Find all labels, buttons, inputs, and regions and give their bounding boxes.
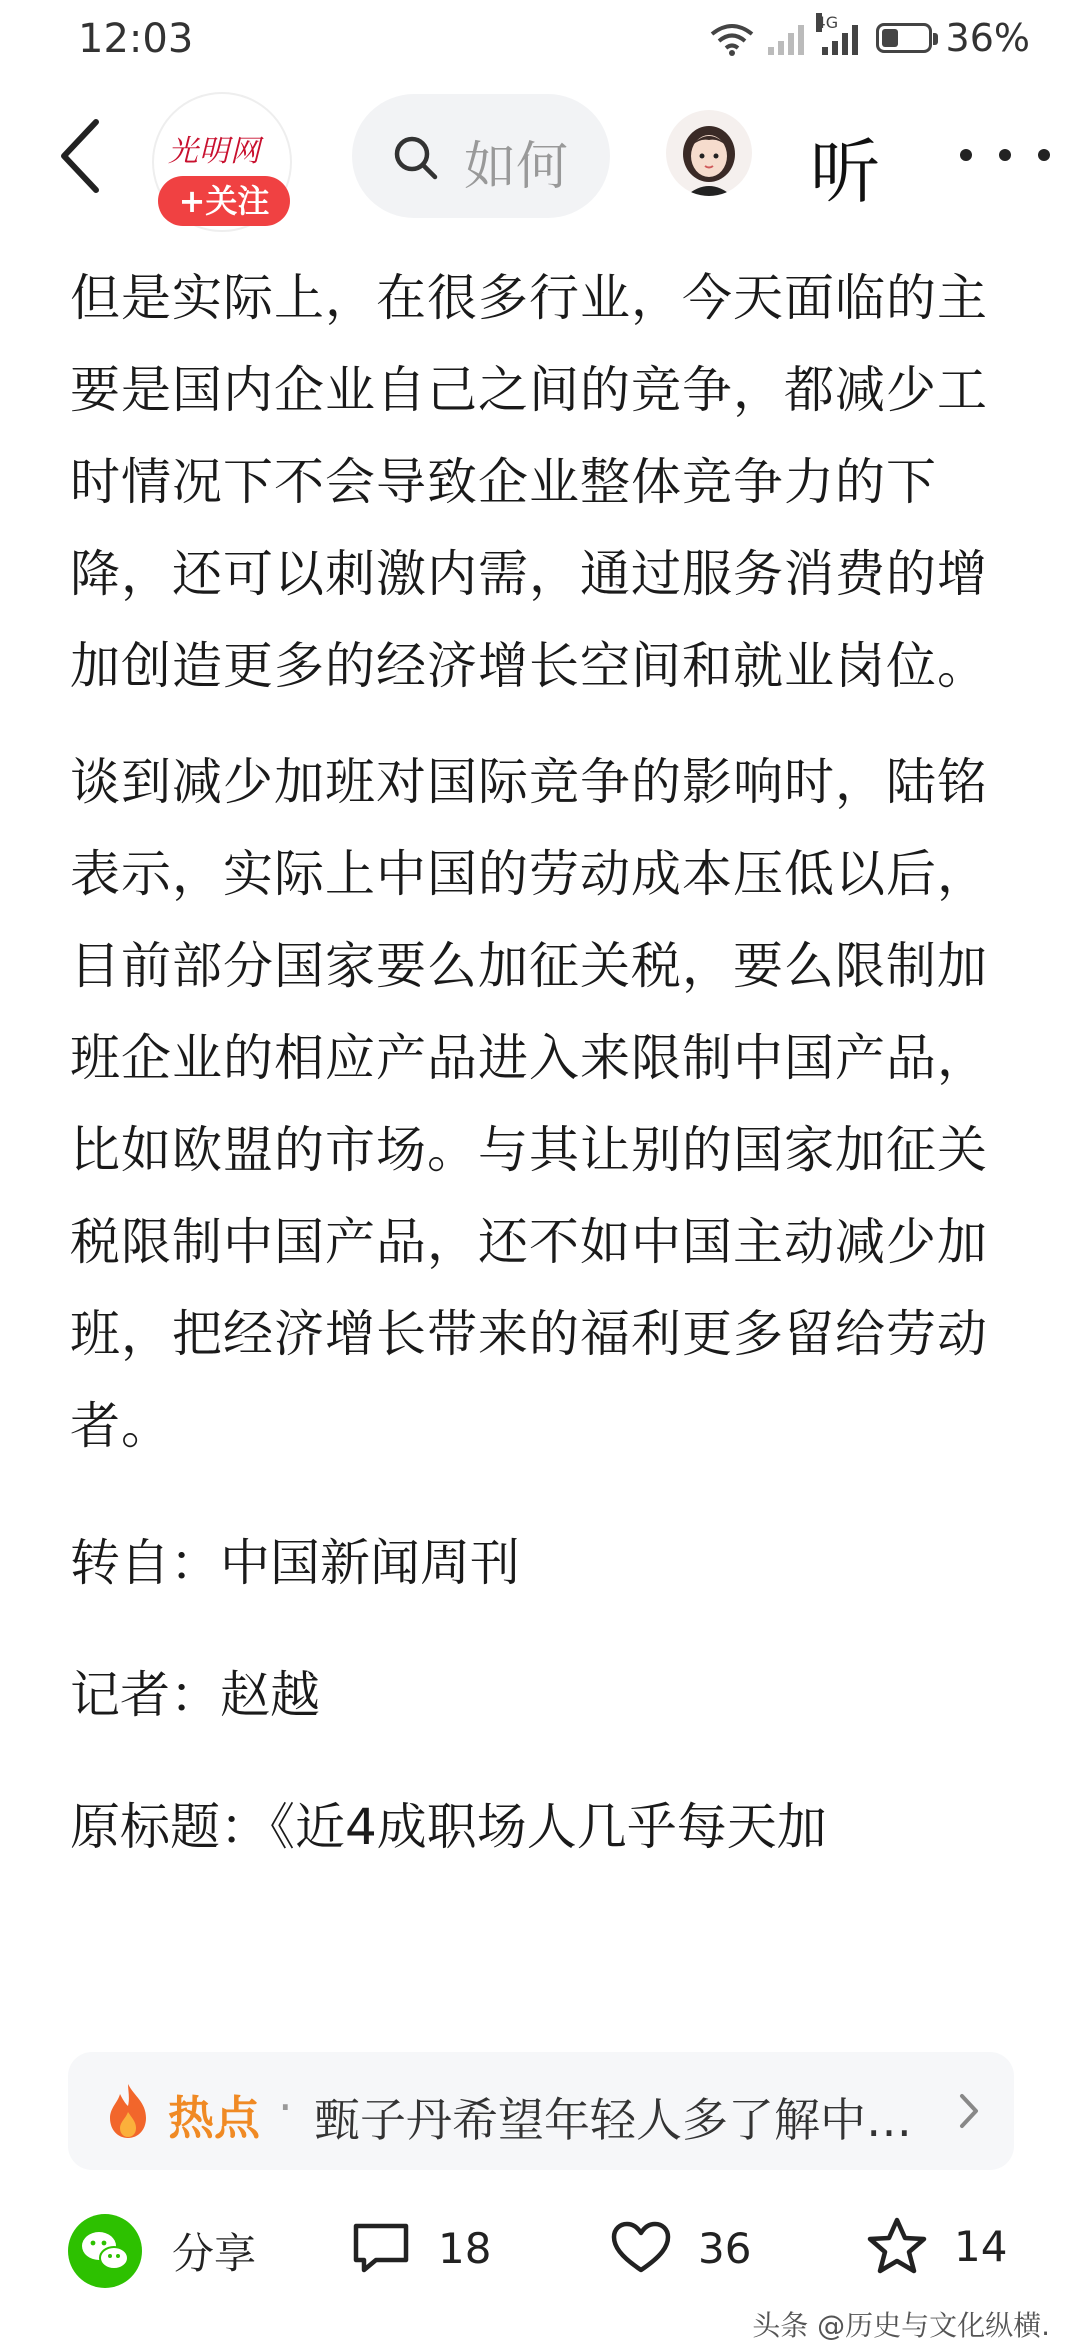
article-original-title: 原标题：《近4成职场人几乎每天加: [70, 1798, 827, 1856]
share-label: 分享: [172, 2229, 257, 2278]
article-reporter: 记者：赵越: [70, 1666, 320, 1724]
battery-percent: 36%: [945, 16, 1030, 60]
follow-button[interactable]: +关注: [158, 176, 290, 226]
heart-icon: [610, 2220, 672, 2276]
article-paragraph: 但是实际上，在很多行业，今天面临的主要是国内企业自己之间的竞争，都减少工时情况下不会导致企业整体竞争力的下降，还可以刺激内需，通过服务消费的增加创造更多的经济增长空间和就业岗位。: [70, 269, 988, 695]
network-type: 4G: [815, 13, 839, 32]
bottom-action-bar: [0, 2200, 1080, 2340]
search-placeholder: 如何: [464, 137, 569, 197]
chevron-right-icon: [954, 2090, 984, 2132]
wechat-icon: [68, 2214, 142, 2288]
article-paragraph: 谈到减少加班对国际竞争的影响时，陆铭表示，实际上中国的劳动成本压低以后，目前部分国家要么加征关税，要么限制加班企业的相应产品进入来限制中国产品，比如欧盟的市场。与其让别的国家加征关税限制中国产品，还不如中国主动减少加班，把经济增长带来的福利更多留给劳动者。: [70, 753, 988, 1455]
hot-topic-text: 甄子丹希望年轻人多了解中…: [314, 2093, 912, 2147]
hot-topic-banner[interactable]: [68, 2052, 1014, 2170]
comment-count: 18: [438, 2223, 492, 2273]
hot-label: 热点: [168, 2091, 260, 2145]
fire-icon: [104, 2082, 152, 2140]
comment-icon: [350, 2220, 412, 2276]
like-button[interactable]: [610, 2220, 751, 2276]
like-count: 36: [698, 2223, 752, 2273]
comment-button[interactable]: [350, 2220, 491, 2276]
star-icon: [866, 2216, 928, 2276]
article-source: 转自：中国新闻周刊: [70, 1534, 520, 1592]
favorite-count: 14: [954, 2221, 1008, 2271]
listen-button[interactable]: 听: [810, 131, 880, 213]
status-time: 12:03: [78, 16, 194, 62]
share-button[interactable]: [68, 2214, 256, 2288]
hot-separator: ·: [278, 2080, 293, 2134]
favorite-button[interactable]: [866, 2216, 1007, 2276]
article-body: [70, 252, 1010, 1914]
publisher-logo-text: 光明网: [168, 134, 261, 169]
watermark: 头条 @历史与文化纵横.: [752, 2309, 1050, 2342]
